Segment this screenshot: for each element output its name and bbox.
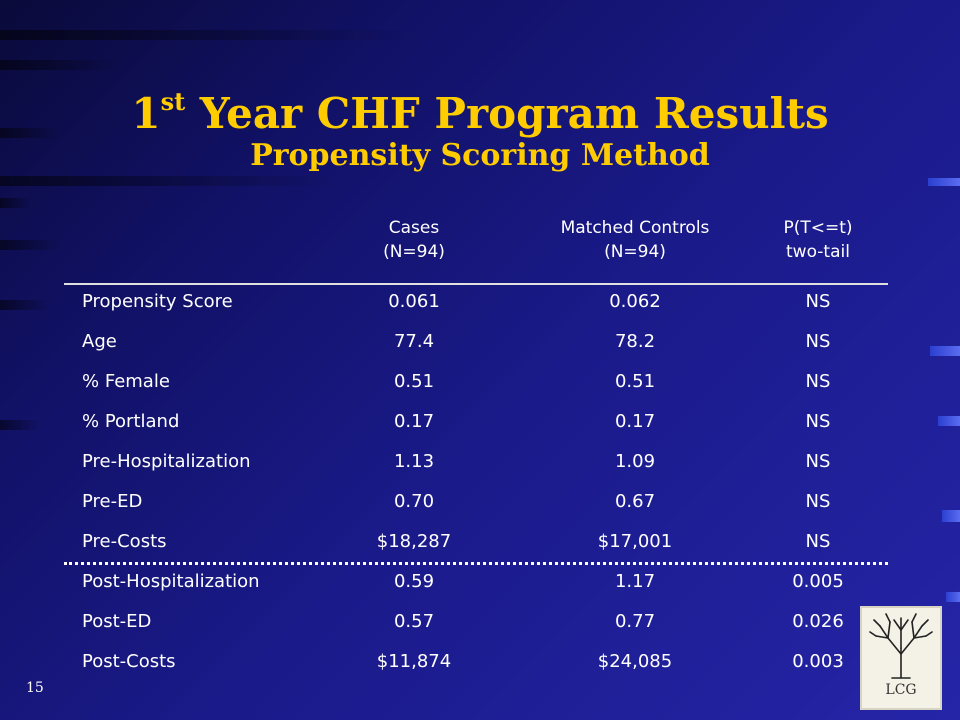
header-matched-controls: Matched Controls (N=94) bbox=[560, 218, 710, 262]
controls-value: 0.17 bbox=[614, 411, 656, 432]
table-row bbox=[64, 370, 888, 410]
page-subtitle: Propensity Scoring Method bbox=[250, 138, 710, 173]
table-row bbox=[64, 650, 888, 690]
cases-value: $11,874 bbox=[376, 651, 452, 672]
decor-streak bbox=[0, 30, 420, 40]
decor-tick bbox=[938, 416, 960, 426]
p-value: 0.005 bbox=[792, 571, 844, 592]
row-label: Age bbox=[82, 331, 117, 352]
controls-value: 1.09 bbox=[614, 451, 656, 472]
row-label: Post-Hospitalization bbox=[82, 571, 260, 592]
p-value: 0.026 bbox=[792, 611, 844, 632]
cases-value: 0.57 bbox=[393, 611, 435, 632]
logo-text: LCG bbox=[885, 682, 917, 698]
pre-post-divider bbox=[64, 562, 888, 565]
table-row bbox=[64, 610, 888, 650]
cases-value: $18,287 bbox=[376, 531, 452, 552]
row-label: Pre-ED bbox=[82, 491, 143, 512]
cases-value: 0.061 bbox=[388, 291, 440, 312]
cases-value: 0.70 bbox=[393, 491, 435, 512]
lcg-logo bbox=[860, 606, 942, 710]
page-title: 1st Year CHF Program Results bbox=[131, 87, 829, 138]
p-value: NS bbox=[805, 491, 831, 512]
row-label: % Portland bbox=[82, 411, 180, 432]
cases-value: 0.51 bbox=[393, 371, 435, 392]
decor-streak bbox=[0, 60, 120, 70]
decor-tick bbox=[930, 346, 960, 356]
table-row bbox=[64, 410, 888, 450]
p-value: NS bbox=[805, 411, 831, 432]
cases-value: 0.17 bbox=[393, 411, 435, 432]
p-value: 0.003 bbox=[792, 651, 844, 672]
p-value: NS bbox=[805, 371, 831, 392]
decor-tick bbox=[946, 592, 960, 602]
row-label: Post-Costs bbox=[82, 651, 176, 672]
header-divider bbox=[64, 283, 888, 285]
decor-tick bbox=[942, 510, 960, 522]
table-row bbox=[64, 570, 888, 610]
decor-streak bbox=[0, 198, 30, 208]
controls-value: 0.67 bbox=[614, 491, 656, 512]
row-label: Post-ED bbox=[82, 611, 152, 632]
controls-value: 1.17 bbox=[614, 571, 656, 592]
p-value: NS bbox=[805, 531, 831, 552]
decor-tick bbox=[928, 178, 960, 186]
controls-value: 78.2 bbox=[614, 331, 656, 352]
table-row bbox=[64, 450, 888, 490]
cases-value: 1.13 bbox=[393, 451, 435, 472]
header-cases: Cases (N=94) bbox=[383, 218, 445, 262]
header-p-value: P(T<=t) two-tail bbox=[783, 218, 853, 262]
cases-value: 0.59 bbox=[393, 571, 435, 592]
controls-value: 0.77 bbox=[614, 611, 656, 632]
table-row bbox=[64, 490, 888, 530]
controls-value: 0.062 bbox=[609, 291, 661, 312]
row-label: Pre-Hospitalization bbox=[82, 451, 251, 472]
decor-streak bbox=[0, 240, 60, 250]
decor-streak bbox=[0, 300, 50, 310]
table-row bbox=[64, 330, 888, 370]
controls-value: $17,001 bbox=[597, 531, 673, 552]
tree-icon bbox=[862, 608, 940, 680]
decor-streak bbox=[0, 176, 340, 186]
cases-value: 77.4 bbox=[393, 331, 435, 352]
controls-value: 0.51 bbox=[614, 371, 656, 392]
p-value: NS bbox=[805, 451, 831, 472]
p-value: NS bbox=[805, 291, 831, 312]
row-label: % Female bbox=[82, 371, 170, 392]
decor-streak bbox=[0, 420, 40, 430]
row-label: Propensity Score bbox=[82, 291, 233, 312]
controls-value: $24,085 bbox=[597, 651, 673, 672]
row-label: Pre-Costs bbox=[82, 531, 167, 552]
p-value: NS bbox=[805, 331, 831, 352]
table-row bbox=[64, 290, 888, 330]
page-number: 15 bbox=[26, 680, 44, 696]
